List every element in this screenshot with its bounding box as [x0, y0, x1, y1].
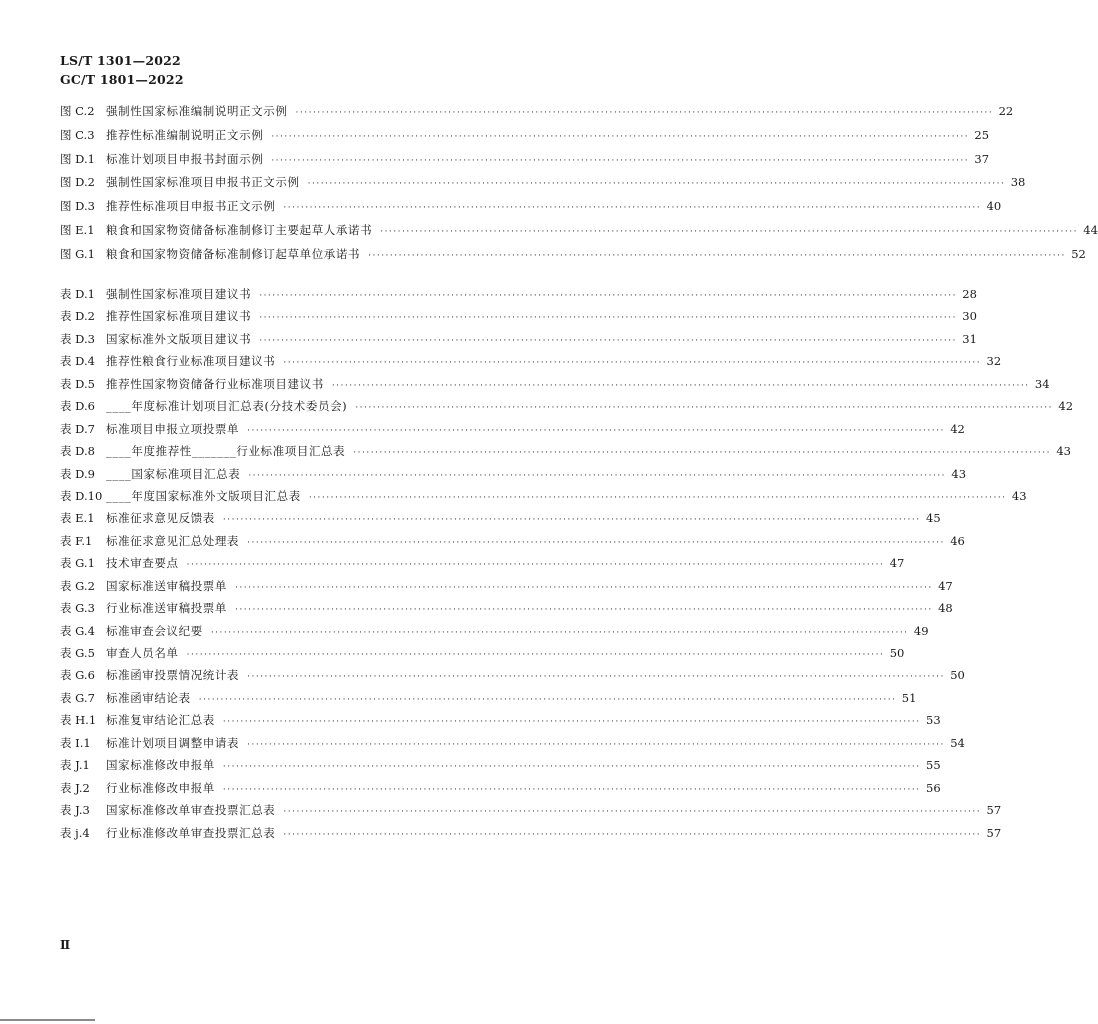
- entry-page-number: 47: [938, 578, 953, 593]
- entry-title: ____年度国家标准外文版项目汇总表: [106, 488, 301, 503]
- dot-leader: ································································································································································: [355, 403, 1054, 414]
- entry-page-number: 42: [950, 421, 965, 436]
- entry-page-number: 31: [962, 331, 977, 346]
- entry-page-number: 40: [986, 199, 1002, 214]
- toc-entry[interactable]: [60, 222, 1098, 246]
- toc-entry[interactable]: [60, 376, 1050, 398]
- dot-leader: ································································································································································: [186, 560, 885, 571]
- toc-entry[interactable]: [60, 578, 953, 600]
- toc-entry[interactable]: [60, 735, 965, 757]
- entry-number: 表 D.9: [60, 466, 95, 481]
- dot-leader: ································································································································································: [331, 380, 1030, 391]
- entry-number: 表 G.1: [60, 556, 95, 571]
- toc-entry[interactable]: [60, 198, 1002, 222]
- entry-number: 表 D.6: [60, 399, 95, 414]
- toc-entry[interactable]: [60, 623, 929, 645]
- dot-leader: ································································································································································: [222, 762, 921, 773]
- entry-title: ____国家标准项目汇总表: [106, 466, 241, 481]
- entry-page-number: 34: [1034, 376, 1050, 391]
- entry-number: 表 D.8: [60, 444, 95, 459]
- entry-title: 推荐性标准编制说明正文示例: [106, 127, 264, 142]
- dot-leader: ································································································································································: [248, 470, 947, 481]
- page-number: Ⅱ: [60, 938, 71, 952]
- entry-title: 标准复审结论汇总表: [106, 713, 215, 728]
- entry-page-number: 30: [962, 309, 977, 324]
- dot-leader: ································································································································································: [283, 203, 982, 214]
- figures-list: [60, 103, 1098, 270]
- entry-number: 表 J.1: [60, 758, 90, 773]
- toc-entry[interactable]: [60, 246, 1086, 270]
- entry-number: 表 D.7: [60, 421, 95, 436]
- entry-number: 表 G.7: [60, 690, 95, 705]
- entry-number: 表 E.1: [60, 511, 95, 526]
- tables-list: [60, 286, 1074, 847]
- entry-page-number: 37: [974, 151, 990, 166]
- entry-title: 强制性国家标准项目建议书: [106, 287, 252, 301]
- entry-title: 粮食和国家物资储备标准制修订主要起草人承诺书: [106, 222, 373, 237]
- entry-number: 表 G.3: [60, 601, 95, 616]
- entry-title: 推荐性国家标准项目建议书: [106, 309, 252, 324]
- standard-code-ls: LS/T 1301—2022: [60, 53, 181, 68]
- entry-page-number: 45: [926, 511, 941, 526]
- standard-code-header: [60, 51, 184, 89]
- entry-title: 行业标准送审稿投票单: [106, 601, 227, 616]
- dot-leader: ································································································································································: [235, 605, 933, 616]
- entry-page-number: 48: [938, 601, 953, 616]
- entry-number: 表 H.1: [60, 713, 97, 728]
- entry-title: 标准征求意见反馈表: [106, 511, 215, 526]
- toc-entry[interactable]: [60, 510, 941, 532]
- entry-number: 图 E.1: [60, 222, 95, 237]
- dot-leader: ································································································································································: [283, 829, 982, 840]
- dot-leader: ································································································································································: [307, 179, 1006, 190]
- toc-entry[interactable]: [60, 780, 941, 802]
- toc-entry[interactable]: [60, 174, 1026, 198]
- dot-leader: ································································································································································: [247, 425, 945, 436]
- dot-leader: ································································································································································: [222, 784, 921, 795]
- entry-number: 图 D.1: [60, 151, 95, 166]
- dot-leader: ································································································································································: [247, 739, 945, 750]
- dot-leader: ································································································································································: [295, 108, 994, 118]
- entry-page-number: 47: [889, 556, 905, 571]
- toc-entry[interactable]: [60, 555, 905, 577]
- entry-number: 表 G.5: [60, 646, 95, 660]
- entry-number: 表 J.3: [60, 803, 90, 818]
- dot-leader: ································································································································································: [353, 448, 1051, 459]
- entry-title: 强制性国家标准编制说明正文示例: [106, 104, 288, 118]
- entry-title: 标准函审投票情况统计表: [106, 668, 240, 683]
- dot-leader: ································································································································································: [222, 515, 921, 526]
- entry-page-number: 57: [986, 825, 1002, 840]
- dot-leader: ································································································································································: [259, 335, 957, 346]
- dot-leader: ································································································································································: [259, 291, 957, 301]
- entry-number: 表 G.2: [60, 578, 95, 593]
- toc-entry[interactable]: [60, 353, 1002, 375]
- toc-entry[interactable]: [60, 443, 1071, 465]
- entry-title: 推荐性粮食行业标准项目建议书: [106, 354, 276, 369]
- dot-leader: ································································································································································: [308, 492, 1007, 503]
- entry-title: 标准计划项目调整申请表: [106, 735, 240, 750]
- entry-title: 审查人员名单: [106, 646, 179, 660]
- toc-entry[interactable]: [60, 308, 977, 330]
- entry-title: 行业标准修改申报单: [106, 780, 215, 795]
- entry-title: 行业标准修改单审查投票汇总表: [106, 825, 276, 840]
- entry-title: 强制性国家标准项目申报书正文示例: [106, 175, 300, 190]
- toc-entry[interactable]: [60, 127, 990, 151]
- entry-title: ____年度推荐性_______行业标准项目汇总表: [106, 444, 346, 459]
- toc-entry[interactable]: [60, 103, 1014, 127]
- dot-leader: ································································································································································: [235, 582, 933, 593]
- entry-page-number: 57: [986, 803, 1002, 818]
- dot-leader: ································································································································································: [271, 155, 970, 166]
- toc-entry[interactable]: [60, 466, 967, 488]
- entry-title: 国家标准修改申报单: [106, 758, 215, 773]
- dot-leader: ································································································································································: [198, 694, 897, 705]
- toc-entry[interactable]: [60, 331, 977, 353]
- entry-title: 推荐性标准项目申报书正文示例: [106, 199, 276, 214]
- entry-title: 粮食和国家物资储备标准制修订起草单位承诺书: [106, 246, 361, 261]
- standard-code-gc: GC/T 1801—2022: [60, 72, 184, 87]
- entry-page-number: 42: [1058, 399, 1074, 414]
- entry-number: 表 D.5: [60, 376, 95, 391]
- dot-leader: ································································································································································: [210, 627, 909, 638]
- toc-entry[interactable]: [60, 825, 1002, 847]
- entry-number: 表 D.3: [60, 331, 95, 346]
- dot-leader: ································································································································································: [271, 131, 970, 142]
- entry-number: 表 D.1: [60, 287, 95, 301]
- dot-leader: ································································································································································: [283, 807, 982, 818]
- entry-page-number: 22: [998, 104, 1014, 118]
- entry-page-number: 44: [1083, 222, 1098, 237]
- entry-page-number: 51: [901, 690, 917, 705]
- entry-page-number: 25: [974, 127, 990, 142]
- entry-page-number: 28: [962, 287, 977, 301]
- dot-leader: ································································································································································: [222, 717, 921, 728]
- entry-title: 国家标准送审稿投票单: [106, 578, 227, 593]
- dot-leader: ································································································································································: [247, 537, 945, 548]
- entry-title: 标准函审结论表: [106, 690, 191, 705]
- toc-entry[interactable]: [60, 151, 990, 175]
- toc-entry[interactable]: [60, 645, 905, 667]
- entry-number: 表 G.6: [60, 668, 95, 683]
- entry-number: 表 I.1: [60, 735, 91, 750]
- entry-page-number: 38: [1010, 175, 1026, 190]
- entry-number: 表 D.2: [60, 309, 95, 324]
- entry-title: 技术审查要点: [106, 556, 179, 571]
- entry-page-number: 43: [951, 466, 967, 481]
- entry-number: 图 C.3: [60, 127, 95, 142]
- dot-leader: ································································································································································: [380, 226, 1078, 237]
- entry-title: ____年度标准计划项目汇总表(分技术委员会): [106, 399, 348, 414]
- entry-title: 国家标准外文版项目建议书: [106, 331, 252, 346]
- entry-title: 标准项目申报立项投票单: [106, 421, 240, 436]
- dot-leader: ································································································································································: [368, 250, 1066, 261]
- toc-entry[interactable]: [60, 667, 965, 689]
- entry-number: 表 G.4: [60, 623, 95, 638]
- toc-entry[interactable]: [60, 421, 965, 443]
- entry-title: 标准征求意见汇总处理表: [106, 533, 240, 548]
- entry-number: 表 D.4: [60, 354, 95, 369]
- entry-number: 表 D.10: [60, 488, 103, 503]
- toc-entry[interactable]: [60, 286, 977, 308]
- entry-page-number: 52: [1071, 246, 1086, 261]
- entry-page-number: 53: [926, 713, 941, 728]
- entry-number: 图 C.2: [60, 104, 95, 118]
- entry-page-number: 54: [950, 735, 965, 750]
- dot-leader: ································································································································································: [259, 313, 957, 324]
- entry-number: 表 F.1: [60, 533, 93, 548]
- entry-number: 图 G.1: [60, 246, 95, 261]
- entry-page-number: 50: [950, 668, 965, 683]
- entry-number: 表 j.4: [60, 825, 90, 840]
- entry-number: 图 D.3: [60, 199, 95, 214]
- entry-title: 标准审查会议纪要: [106, 623, 203, 638]
- entry-page-number: 56: [926, 780, 941, 795]
- entry-title: 标准计划项目申报书封面示例: [106, 151, 264, 166]
- entry-page-number: 55: [926, 758, 941, 773]
- toc-entry[interactable]: [60, 533, 965, 555]
- toc-entry[interactable]: [60, 690, 917, 712]
- toc-entry[interactable]: [60, 398, 1074, 420]
- toc-entry[interactable]: [60, 757, 941, 779]
- entry-page-number: 49: [913, 623, 929, 638]
- entry-page-number: 32: [986, 354, 1002, 369]
- dot-leader: ································································································································································: [186, 650, 885, 660]
- dot-leader: ································································································································································: [247, 672, 945, 683]
- bottom-rule: [0, 1019, 95, 1021]
- entry-title: 推荐性国家物资储备行业标准项目建议书: [106, 376, 324, 391]
- toc-entry[interactable]: [60, 802, 1002, 824]
- dot-leader: ································································································································································: [283, 358, 982, 369]
- entry-number: 表 J.2: [60, 780, 90, 795]
- entry-page-number: 43: [1011, 488, 1027, 503]
- entry-number: 图 D.2: [60, 175, 95, 190]
- toc-entry[interactable]: [60, 488, 1027, 510]
- entry-page-number: 46: [950, 533, 965, 548]
- entry-page-number: 43: [1056, 444, 1071, 459]
- toc-entry[interactable]: [60, 600, 953, 622]
- entry-title: 国家标准修改单审查投票汇总表: [106, 803, 276, 818]
- toc-entry[interactable]: [60, 712, 941, 734]
- entry-page-number: 50: [889, 646, 905, 660]
